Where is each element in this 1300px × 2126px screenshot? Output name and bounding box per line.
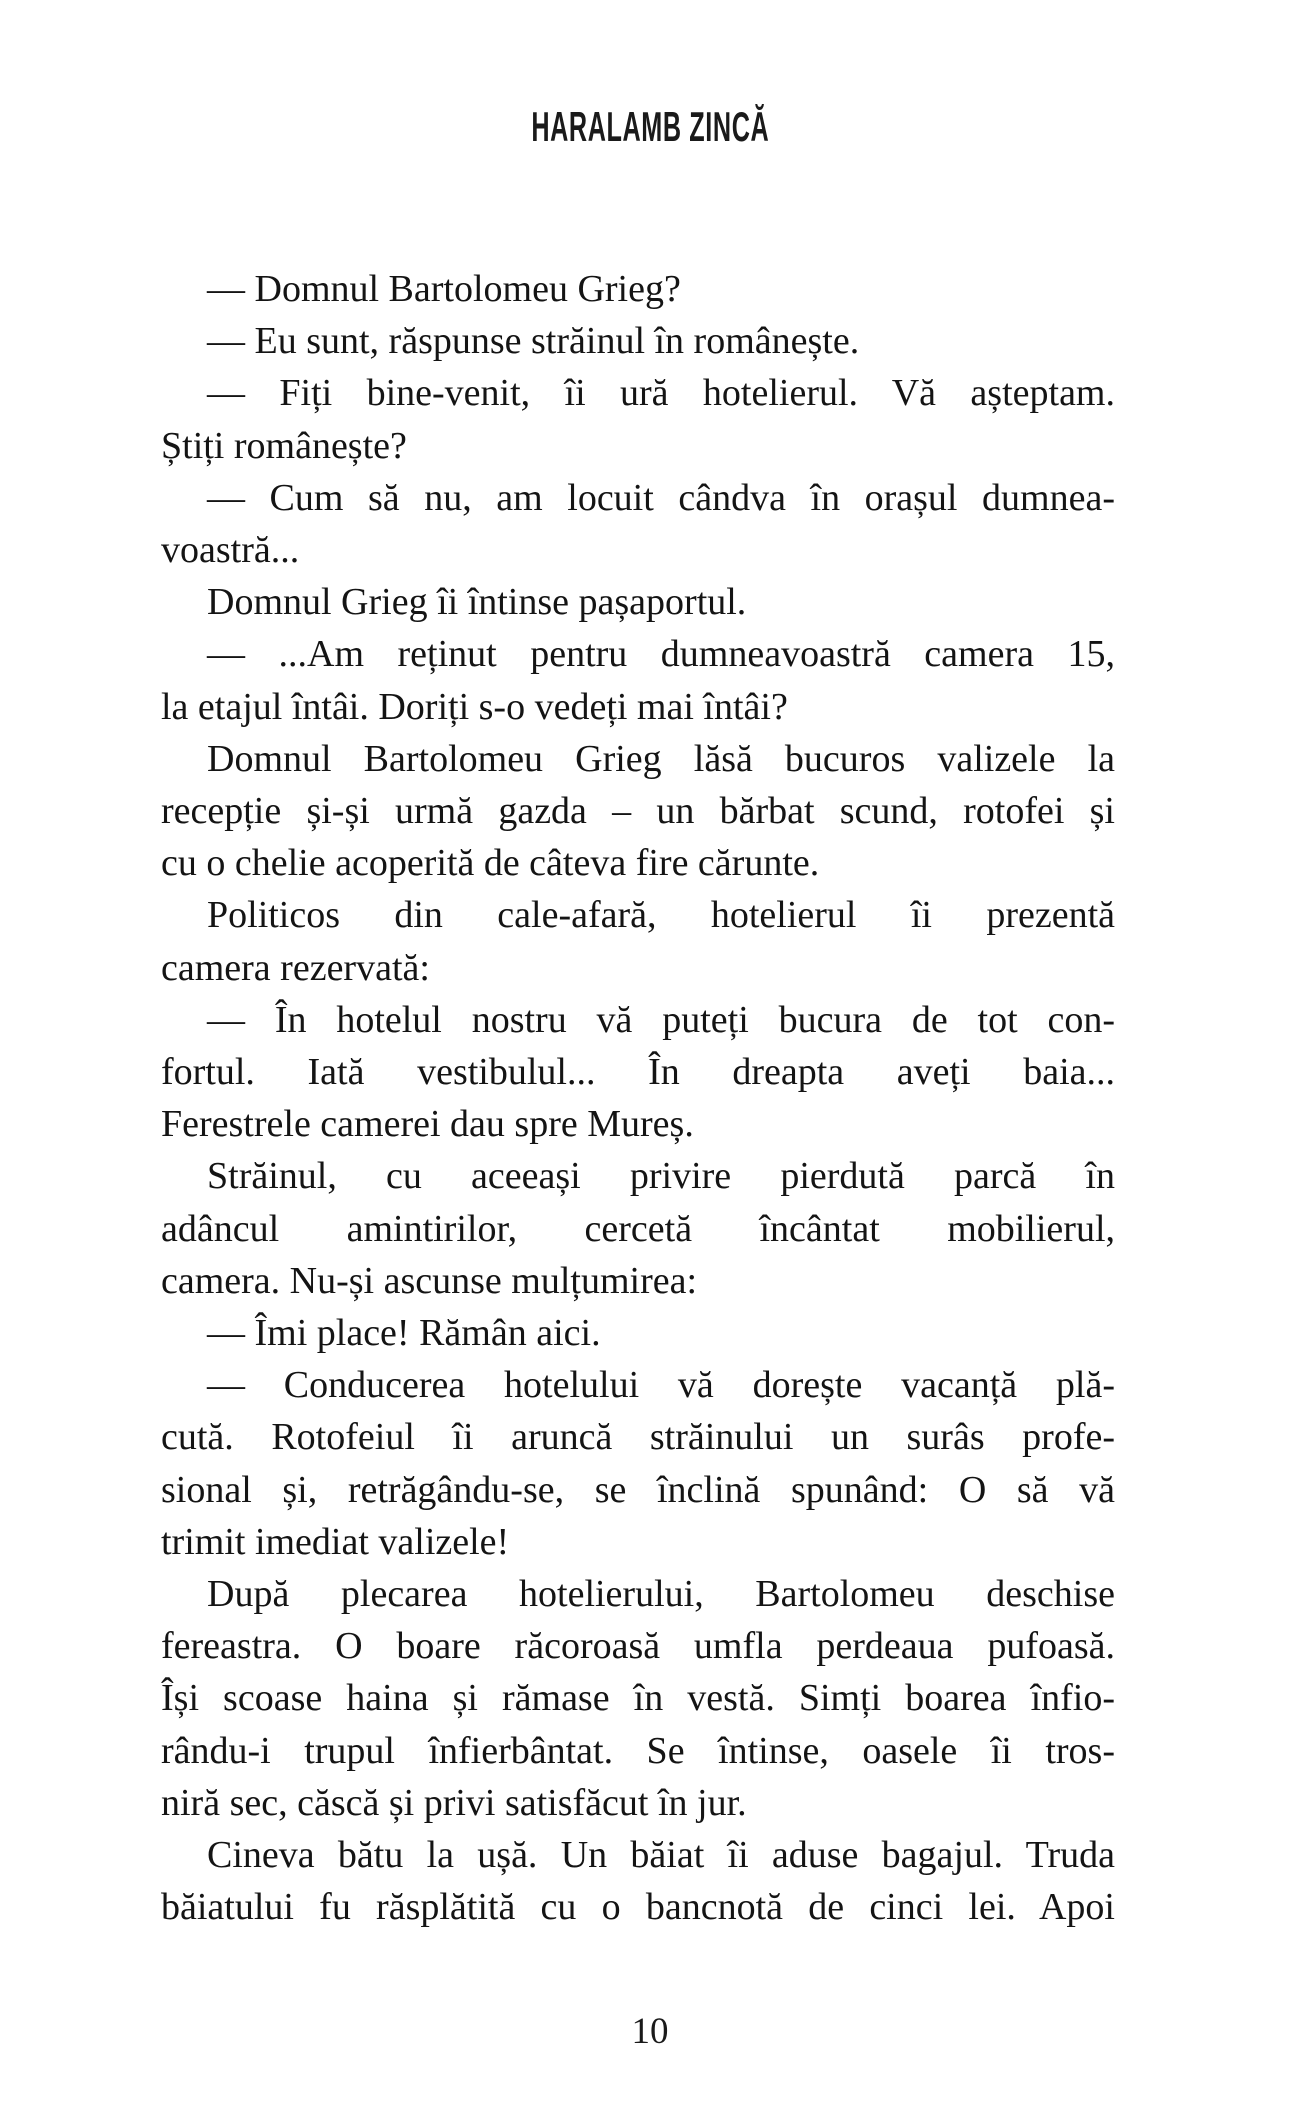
- text-line: Știți românește?: [161, 424, 407, 467]
- text-line: Politicos din cale-afară, hotelierul îi prezentă: [207, 894, 1115, 937]
- text-line: Străinul, cu aceeași privire pierdută parcă în: [207, 1155, 1115, 1198]
- text-line: — Eu sunt, răspunse străinul în românește.: [207, 320, 860, 363]
- text-line: — Cum să nu, am locuit cândva în orașul dumnea-: [207, 476, 1115, 519]
- text-line: Cineva bătu la ușă. Un băiat îi aduse bagajul. Truda: [207, 1834, 1115, 1877]
- text-line: recepție și-și urmă gazda – un bărbat scund, rotofei și: [161, 790, 1115, 833]
- text-line: Ferestrele camerei dau spre Mureș.: [161, 1103, 694, 1146]
- text-line: După plecarea hotelierului, Bartolomeu deschise: [207, 1573, 1115, 1616]
- text-line: niră sec, căscă și privi satisfăcut în jur.: [161, 1781, 747, 1824]
- text-line: Își scoase haina și rămase în vestă. Simți boarea înfio-: [161, 1677, 1115, 1720]
- text-line: camera. Nu-și ascunse mulțumirea:: [161, 1259, 698, 1302]
- text-line: — Îmi place! Rămân aici.: [207, 1312, 601, 1355]
- text-line: — Conducerea hotelului vă dorește vacanță plă-: [207, 1364, 1115, 1407]
- text-line: adâncul amintirilor, cercetă încântat mobilierul,: [161, 1207, 1115, 1250]
- text-line: sional și, retrăgându-se, se înclină spunând: O să vă: [161, 1468, 1115, 1511]
- author-header: [0, 104, 1300, 150]
- page-text: [161, 263, 1115, 1934]
- page-number: 10: [631, 2011, 669, 2052]
- text-line: băiatului fu răsplătită cu o bancnotă de cinci lei. Apoi: [161, 1886, 1115, 1929]
- text-line: Domnul Bartolomeu Grieg lăsă bucuros valizele la: [207, 737, 1115, 780]
- text-line: — Domnul Bartolomeu Grieg?: [207, 268, 681, 310]
- author-header-text: HARALAMB ZINCĂ: [531, 103, 769, 150]
- text-line: Domnul Grieg îi întinse pașaportul.: [207, 581, 747, 624]
- text-line: — ...Am reținut pentru dumneavoastră camera 15,: [207, 633, 1115, 676]
- text-line: voastră...: [161, 529, 300, 572]
- text-line: cu o chelie acoperită de câteva fire cărunte.: [161, 842, 820, 885]
- text-line: cută. Rotofeiul îi aruncă străinului un surâs profe-: [161, 1416, 1115, 1459]
- text-line: fereastra. O boare răcoroasă umfla perdeaua pufoasă.: [161, 1625, 1115, 1668]
- text-line: la etajul întâi. Doriți s-o vedeți mai întâi?: [161, 685, 788, 728]
- text-line: — Fiți bine-venit, îi ură hotelierul. Vă așteptam.: [207, 372, 1115, 415]
- text-line: trimit imediat valizele!: [161, 1520, 510, 1563]
- text-line: camera rezervată:: [161, 946, 430, 989]
- text-line: fortul. Iată vestibulul... În dreapta aveți baia...: [161, 1051, 1115, 1094]
- text-line: rându-i trupul înfierbântat. Se întinse, oasele îi tros-: [161, 1729, 1115, 1772]
- text-line: — În hotelul nostru vă puteți bucura de tot con-: [207, 998, 1115, 1041]
